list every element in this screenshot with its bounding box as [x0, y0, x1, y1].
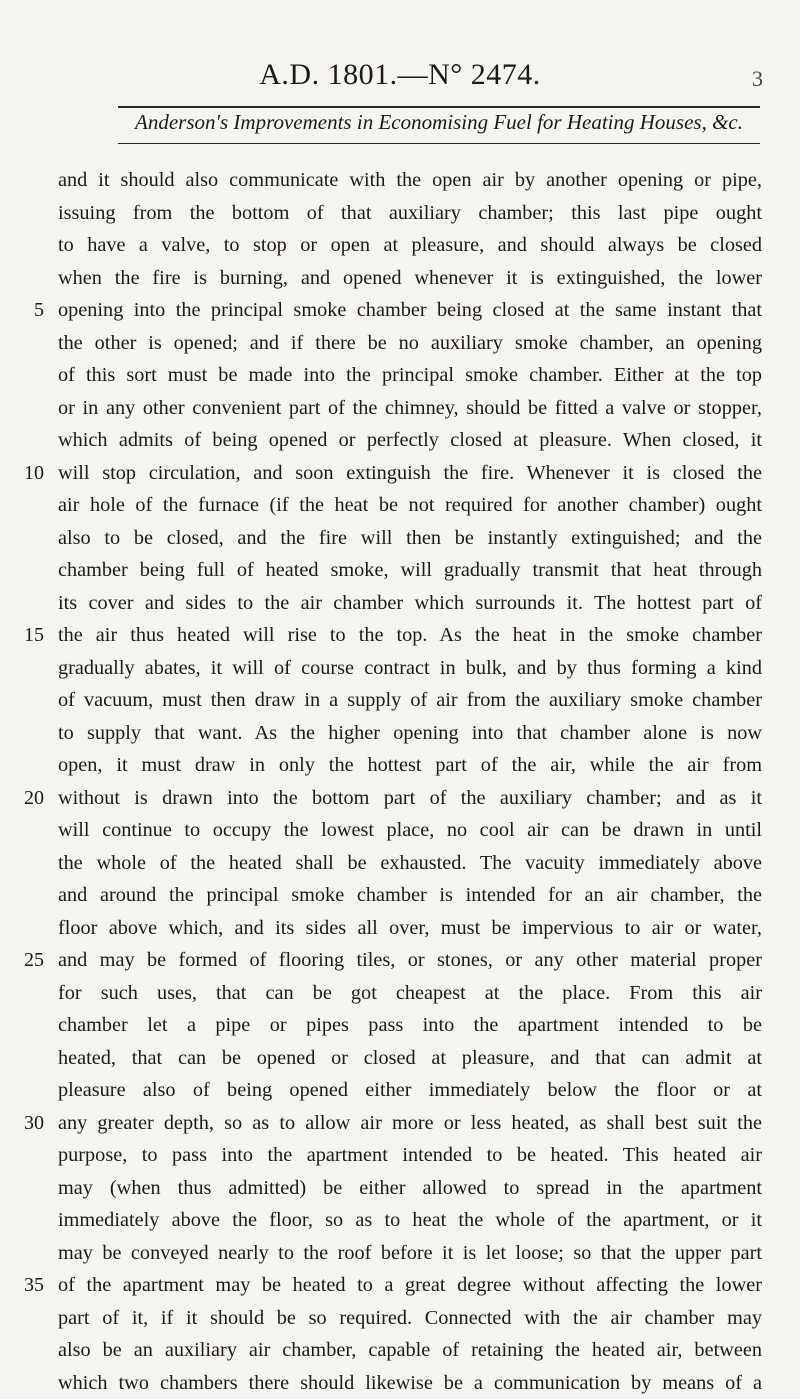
line-text: without is drawn into the bottom part of the auxiliary chamber; and as it — [58, 782, 762, 815]
line-text: when the fire is burning, and opened whenever it is extinguished, the lower — [58, 262, 762, 295]
line-text: air hole of the furnace (if the heat be not required for another chamber) ought — [58, 489, 762, 522]
text-line — [0, 652, 800, 685]
text-line — [0, 587, 800, 620]
line-text: and it should also communicate with the open air by another opening or pipe, — [58, 164, 762, 197]
text-line — [0, 1009, 800, 1042]
text-line — [0, 814, 800, 847]
text-line — [0, 424, 800, 457]
line-text: of the apartment may be heated to a great degree without affecting the lower — [58, 1269, 762, 1302]
line-text: the air thus heated will rise to the top. As the heat in the smoke chamber — [58, 619, 762, 652]
line-text: heated, that can be opened or closed at pleasure, and that can admit at — [58, 1042, 762, 1075]
line-text: immediately above the floor, so as to heat the whole of the apartment, or it — [58, 1204, 762, 1237]
line-text: which admits of being opened or perfectly closed at pleasure. When closed, it — [58, 424, 762, 457]
running-head: A.D. 1801.—N° 2474. — [0, 58, 800, 92]
line-text: for such uses, that can be got cheapest at the place. From this air — [58, 977, 762, 1010]
line-number: 20 — [8, 782, 44, 815]
text-line — [0, 1204, 800, 1237]
line-number: 30 — [8, 1107, 44, 1140]
line-text: pleasure also of being opened either immediately below the floor or at — [58, 1074, 762, 1107]
line-text: open, it must draw in only the hottest part of the air, while the air from — [58, 749, 762, 782]
line-text: to supply that want. As the higher opening into that chamber alone is now — [58, 717, 762, 750]
text-line — [0, 294, 800, 327]
text-line — [0, 229, 800, 262]
line-text: chamber being full of heated smoke, will gradually transmit that heat through — [58, 554, 762, 587]
text-line — [0, 684, 800, 717]
line-number: 35 — [8, 1269, 44, 1302]
text-line — [0, 879, 800, 912]
header-rule-bottom — [118, 143, 760, 144]
text-line — [0, 1334, 800, 1367]
line-text: the other is opened; and if there be no auxiliary smoke chamber, an opening — [58, 327, 762, 360]
text-line — [0, 197, 800, 230]
text-line — [0, 619, 800, 652]
line-text: also to be closed, and the fire will then be instantly extinguished; and the — [58, 522, 762, 555]
text-line — [0, 522, 800, 555]
text-line — [0, 977, 800, 1010]
page-subtitle: Anderson's Improvements in Economising Fuel for Heating Houses, &c. — [118, 110, 760, 135]
text-line — [0, 1367, 800, 1399]
line-text: opening into the principal smoke chamber being closed at the same instant that — [58, 294, 762, 327]
line-text: will stop circulation, and soon extinguish the fire. Whenever it is closed the — [58, 457, 762, 490]
text-line — [0, 782, 800, 815]
line-text: which two chambers there should likewise be a communication by means of a — [58, 1367, 762, 1399]
line-text: part of it, if it should be so required. Connected with the air chamber may — [58, 1302, 762, 1335]
text-line — [0, 1237, 800, 1270]
line-number: 5 — [8, 294, 44, 327]
page-number: 3 — [752, 66, 763, 92]
text-line — [0, 1042, 800, 1075]
text-line — [0, 164, 800, 197]
line-text: and may be formed of flooring tiles, or stones, or any other material proper — [58, 944, 762, 977]
line-text: and around the principal smoke chamber is intended for an air chamber, the — [58, 879, 762, 912]
text-line — [0, 1172, 800, 1205]
text-line — [0, 1074, 800, 1107]
line-text: or in any other convenient part of the chimney, should be fitted a valve or stopper, — [58, 392, 762, 425]
text-line — [0, 359, 800, 392]
line-text: chamber let a pipe or pipes pass into the apartment intended to be — [58, 1009, 762, 1042]
line-text: will continue to occupy the lowest place, no cool air can be drawn in until — [58, 814, 762, 847]
line-text: gradually abates, it will of course contract in bulk, and by thus forming a kind — [58, 652, 762, 685]
text-line — [0, 489, 800, 522]
line-text: of vacuum, must then draw in a supply of air from the auxiliary smoke chamber — [58, 684, 762, 717]
line-text: the whole of the heated shall be exhausted. The vacuity immediately above — [58, 847, 762, 880]
line-number: 25 — [8, 944, 44, 977]
header-rule-top — [118, 106, 760, 108]
text-line — [0, 912, 800, 945]
line-text: of this sort must be made into the principal smoke chamber. Either at the top — [58, 359, 762, 392]
line-text: any greater depth, so as to allow air more or less heated, as shall best suit the — [58, 1107, 762, 1140]
line-text: to have a valve, to stop or open at pleasure, and should always be closed — [58, 229, 762, 262]
line-text: may be conveyed nearly to the roof before it is let loose; so that the upper part — [58, 1237, 762, 1270]
text-line — [0, 1269, 800, 1302]
line-text: also be an auxiliary air chamber, capable of retaining the heated air, between — [58, 1334, 762, 1367]
text-line — [0, 944, 800, 977]
text-line — [0, 554, 800, 587]
text-line — [0, 749, 800, 782]
text-line — [0, 1139, 800, 1172]
text-line — [0, 1107, 800, 1140]
line-text: issuing from the bottom of that auxiliary chamber; this last pipe ought — [58, 197, 762, 230]
line-text: may (when thus admitted) be either allowed to spread in the apartment — [58, 1172, 762, 1205]
text-line — [0, 262, 800, 295]
text-line — [0, 717, 800, 750]
line-text: floor above which, and its sides all over, must be impervious to air or water, — [58, 912, 762, 945]
line-text: its cover and sides to the air chamber which surrounds it. The hottest part of — [58, 587, 762, 620]
text-line — [0, 847, 800, 880]
text-line — [0, 327, 800, 360]
text-line — [0, 392, 800, 425]
line-number: 15 — [8, 619, 44, 652]
body-text — [0, 164, 800, 1399]
line-text: purpose, to pass into the apartment intended to be heated. This heated air — [58, 1139, 762, 1172]
text-line — [0, 1302, 800, 1335]
text-line — [0, 457, 800, 490]
line-number: 10 — [8, 457, 44, 490]
